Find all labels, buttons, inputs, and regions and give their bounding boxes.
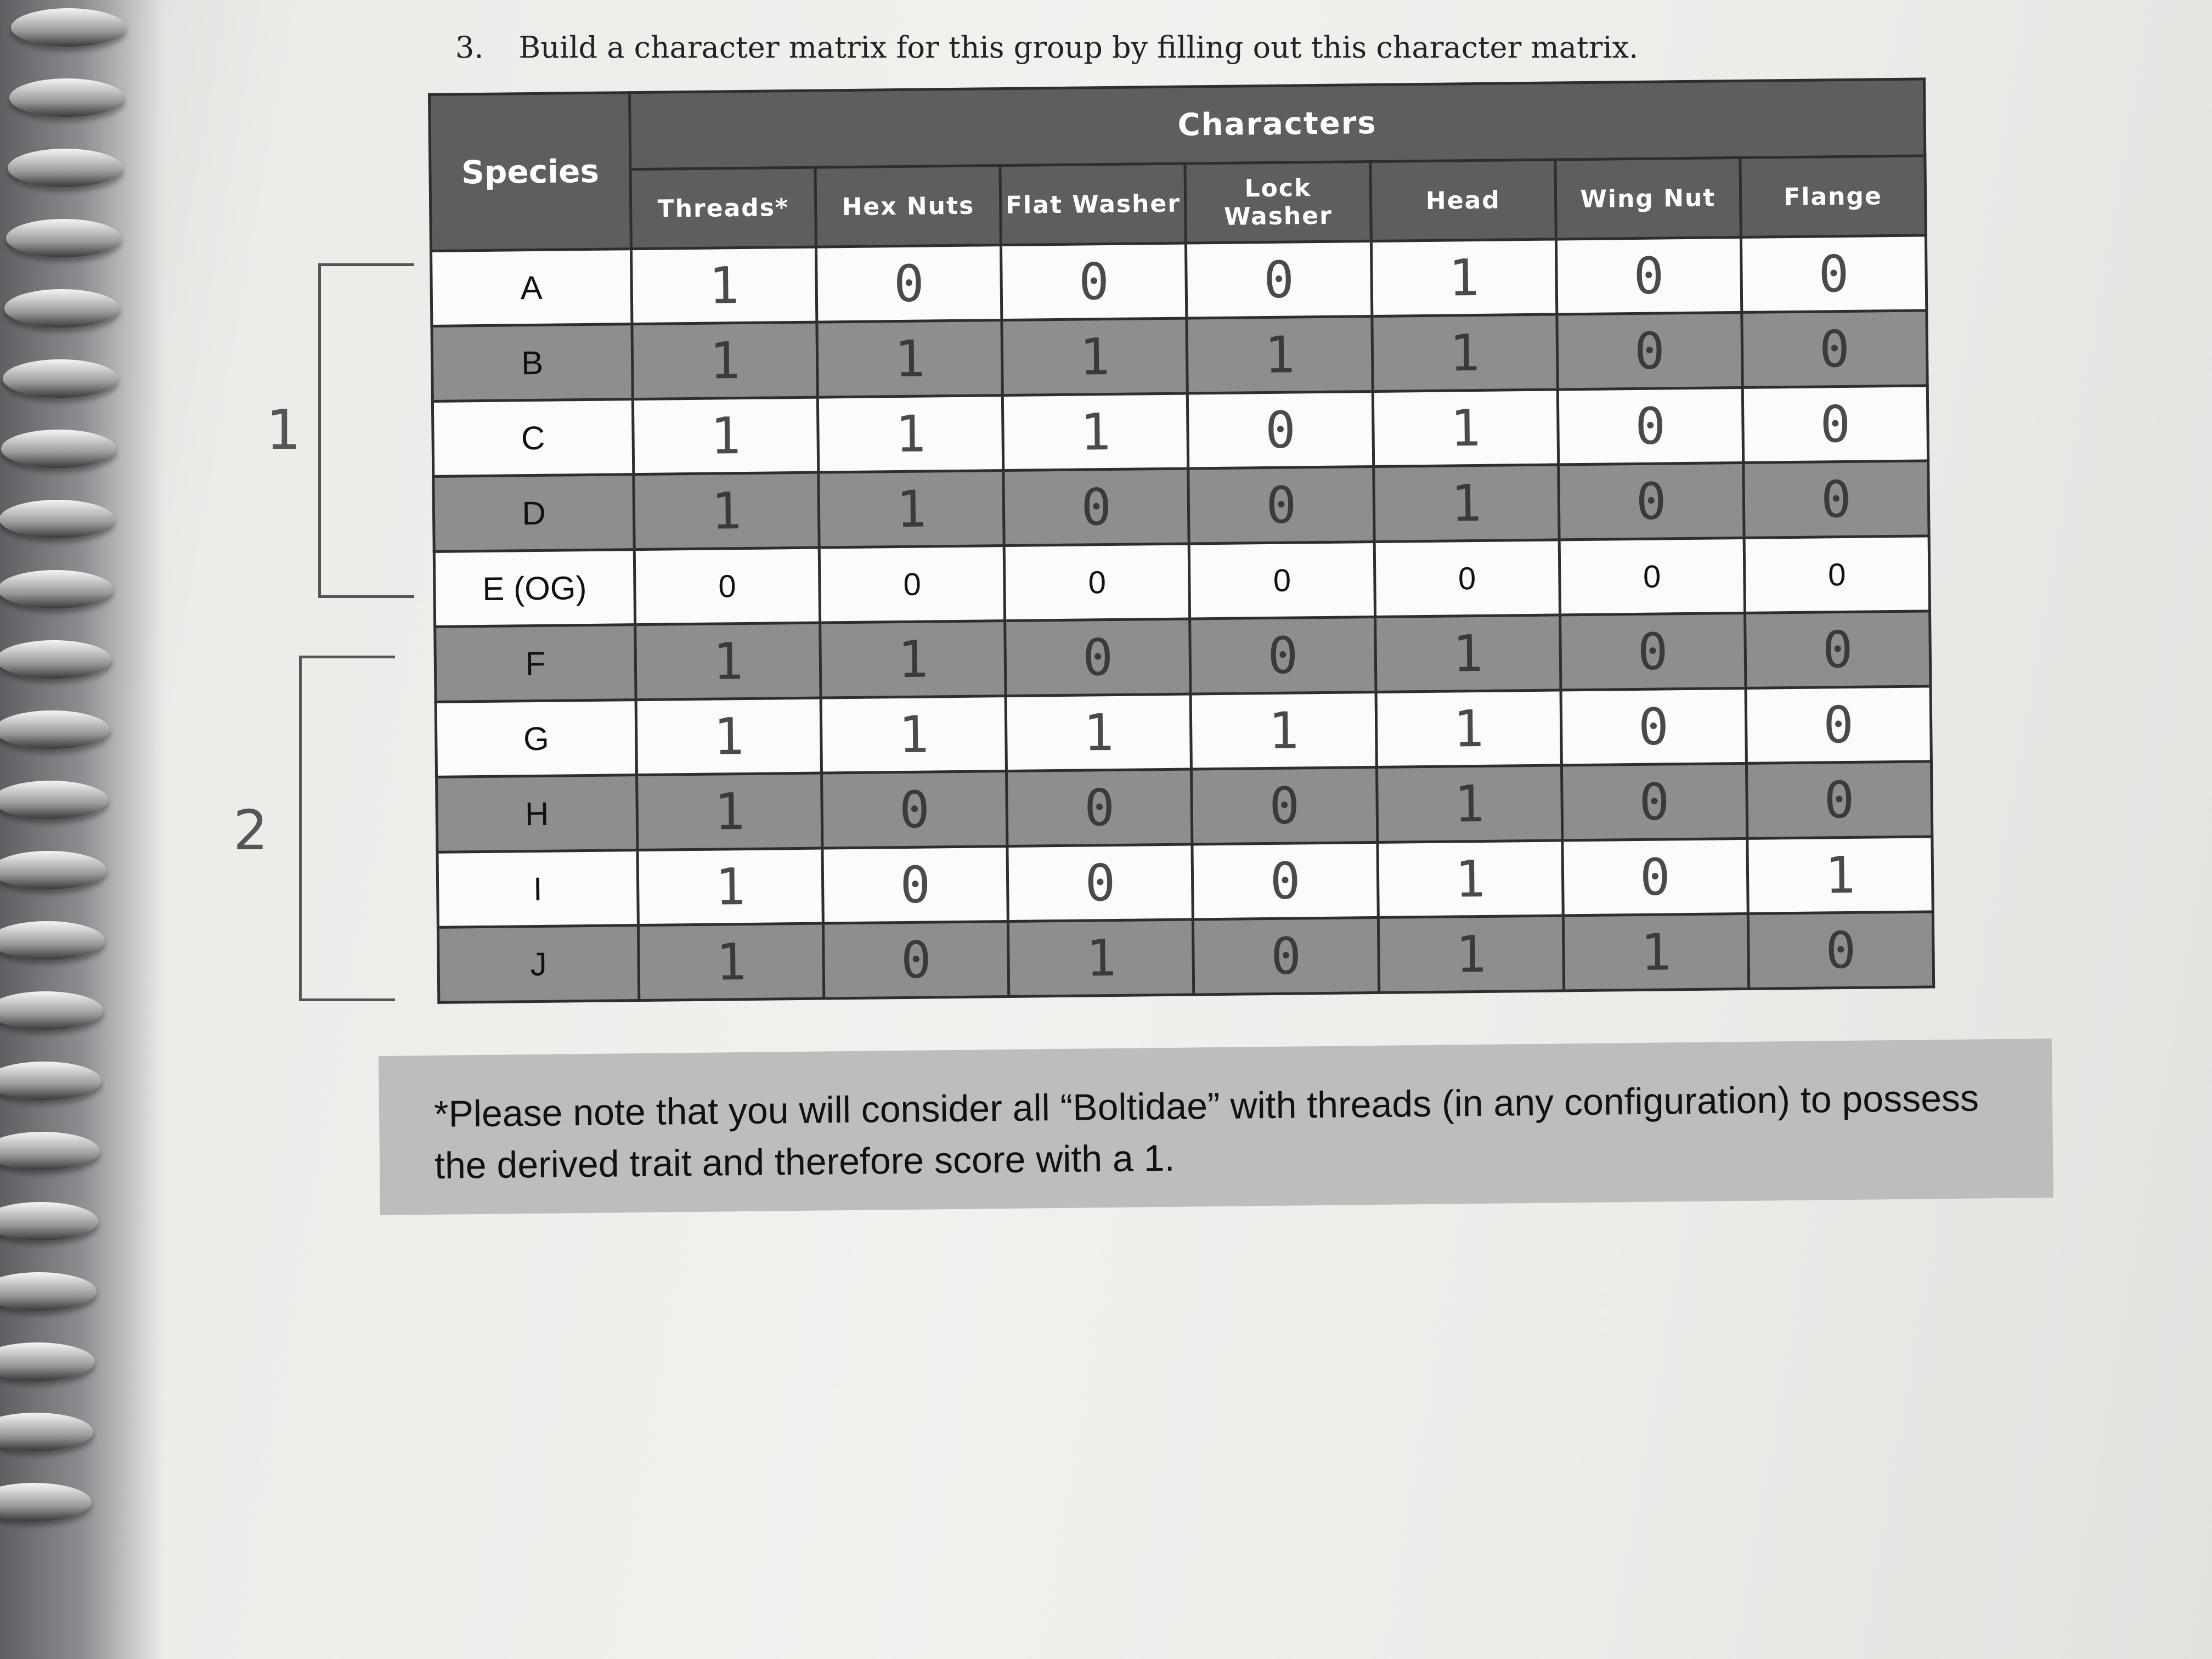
character-value-cell: 1 — [637, 773, 823, 850]
character-value-cell: 1 — [1376, 765, 1562, 843]
character-value-cell: 0 — [1190, 617, 1376, 694]
binding-coil — [0, 570, 113, 608]
column-header: Flange — [1740, 156, 1926, 238]
group-1-label: 1 — [266, 398, 301, 462]
character-value-cell: 0 — [1374, 540, 1560, 617]
character-value-cell: 1 — [1375, 615, 1561, 692]
character-value-cell: 1 — [1371, 239, 1557, 317]
character-value-cell: 1 — [820, 621, 1006, 698]
character-value-cell: 1 — [638, 923, 824, 1001]
character-value-cell: 1 — [1373, 465, 1559, 542]
binding-coil — [4, 289, 120, 328]
binding-coil — [8, 149, 123, 187]
character-value-cell: 0 — [1188, 391, 1374, 469]
character-value-cell: 1 — [1003, 393, 1189, 471]
character-value-cell: 0 — [1748, 912, 1934, 989]
character-value-cell: 1 — [637, 848, 823, 926]
character-value-cell: 1 — [1006, 694, 1192, 771]
character-value-cell: 0 — [1742, 311, 1928, 388]
character-value-cell: 0 — [1007, 769, 1193, 847]
character-value-cell: 0 — [816, 245, 1002, 323]
character-value-cell: 1 — [1187, 317, 1373, 394]
character-value-cell: 0 — [1192, 842, 1378, 919]
characters-header: Characters — [630, 79, 1925, 170]
character-value-cell: 0 — [1003, 469, 1189, 546]
character-value-cell: 0 — [1558, 387, 1743, 465]
column-header: Wing Nut — [1555, 157, 1741, 239]
species-cell: C — [432, 399, 633, 477]
character-value-cell: 0 — [1561, 688, 1747, 765]
character-value-cell: 1 — [631, 247, 817, 324]
character-value-cell: 0 — [1186, 241, 1372, 319]
character-value-cell: 0 — [1744, 536, 1930, 613]
binding-coil — [0, 640, 111, 679]
character-value-cell: 0 — [1559, 538, 1745, 615]
binding-coil — [0, 500, 115, 538]
species-cell: H — [437, 775, 637, 853]
character-value-cell: 0 — [1561, 763, 1747, 840]
column-header-row — [430, 156, 1926, 251]
species-cell: B — [432, 324, 633, 402]
character-value-cell: 1 — [817, 396, 1003, 473]
character-value-cell: 0 — [1557, 312, 1743, 390]
character-value-cell: 1 — [1373, 390, 1559, 467]
character-value-cell: 0 — [1741, 235, 1927, 313]
species-cell: I — [437, 850, 638, 928]
character-value-cell: 0 — [819, 546, 1005, 623]
character-value-cell: 0 — [1005, 619, 1191, 696]
group-1-bracket — [318, 263, 414, 598]
character-value-cell: 0 — [1188, 466, 1374, 544]
character-value-cell: 0 — [1007, 844, 1193, 922]
character-value-cell: 1 — [636, 698, 822, 775]
character-value-cell: 0 — [1193, 917, 1379, 995]
character-value-cell: 0 — [1746, 761, 1932, 839]
character-value-cell: 1 — [634, 472, 820, 550]
character-value-cell: 1 — [1190, 692, 1376, 769]
character-value-cell: 1 — [819, 471, 1005, 548]
character-value-cell: 0 — [1004, 544, 1190, 621]
binding-coil — [11, 8, 126, 47]
character-value-cell: 1 — [1747, 837, 1933, 914]
character-value-cell: 0 — [1558, 462, 1744, 540]
table-row — [438, 912, 1933, 1003]
column-header: Head — [1370, 160, 1556, 241]
group-2-label: 2 — [233, 798, 268, 862]
column-header: Lock Washer — [1185, 162, 1371, 244]
character-value-cell: 0 — [1742, 386, 1928, 463]
character-value-cell: 1 — [1002, 318, 1188, 396]
character-value-cell: 1 — [1378, 916, 1564, 993]
species-cell: E (OG) — [434, 550, 635, 627]
column-header: Flat Washer — [1000, 163, 1186, 245]
group-2-bracket — [299, 656, 395, 1001]
binding-coil — [9, 78, 125, 117]
character-value-cell: 1 — [633, 397, 819, 475]
column-header: Hex Nuts — [815, 166, 1001, 247]
character-matrix-sheet — [428, 77, 1936, 1025]
binding-coil — [6, 219, 121, 257]
question-number: 3. — [455, 30, 484, 65]
character-value-cell: 1 — [817, 320, 1003, 398]
species-header: Species — [430, 93, 631, 251]
character-value-cell: 1 — [1563, 913, 1749, 991]
character-value-cell: 0 — [1556, 237, 1742, 314]
character-value-cell: 0 — [1745, 611, 1931, 689]
matrix-body — [431, 235, 1934, 1002]
column-header: Threads* — [630, 167, 816, 249]
species-cell: A — [431, 249, 632, 326]
character-value-cell: 0 — [823, 922, 1009, 999]
note-text: *Please note that you will consider all “Boltidae” with threads (in any configuration) to possess the derived trait and therefore score with a 1. — [433, 1077, 1979, 1187]
character-matrix-table — [428, 77, 1935, 1003]
character-value-cell: 0 — [1192, 767, 1378, 844]
character-value-cell: 1 — [1372, 314, 1558, 392]
character-value-cell: 0 — [1562, 838, 1748, 916]
character-value-cell: 1 — [1376, 690, 1562, 768]
character-value-cell: 0 — [1001, 243, 1187, 320]
character-value-cell: 0 — [634, 548, 820, 625]
character-value-cell: 1 — [632, 322, 818, 399]
species-cell: D — [433, 475, 634, 552]
question-text — [455, 30, 1638, 65]
binding-coil — [1, 430, 116, 468]
character-value-cell: 1 — [1377, 840, 1563, 918]
character-value-cell: 0 — [1560, 613, 1746, 690]
species-cell: F — [435, 625, 636, 702]
character-value-cell: 0 — [1746, 686, 1932, 764]
species-cell: J — [438, 926, 639, 1003]
character-value-cell: 0 — [822, 771, 1008, 849]
threads-note — [379, 1039, 2053, 1215]
character-value-cell: 0 — [1189, 541, 1375, 619]
binding-coil — [3, 359, 118, 398]
character-value-cell: 1 — [1008, 919, 1194, 997]
character-value-cell: 1 — [635, 623, 821, 700]
character-value-cell: 0 — [1743, 461, 1929, 538]
question-prompt: Build a character matrix for this group by filling out this character matrix. — [518, 30, 1639, 65]
character-value-cell: 0 — [822, 847, 1008, 924]
species-cell: G — [436, 700, 636, 777]
character-value-cell: 1 — [821, 696, 1007, 774]
